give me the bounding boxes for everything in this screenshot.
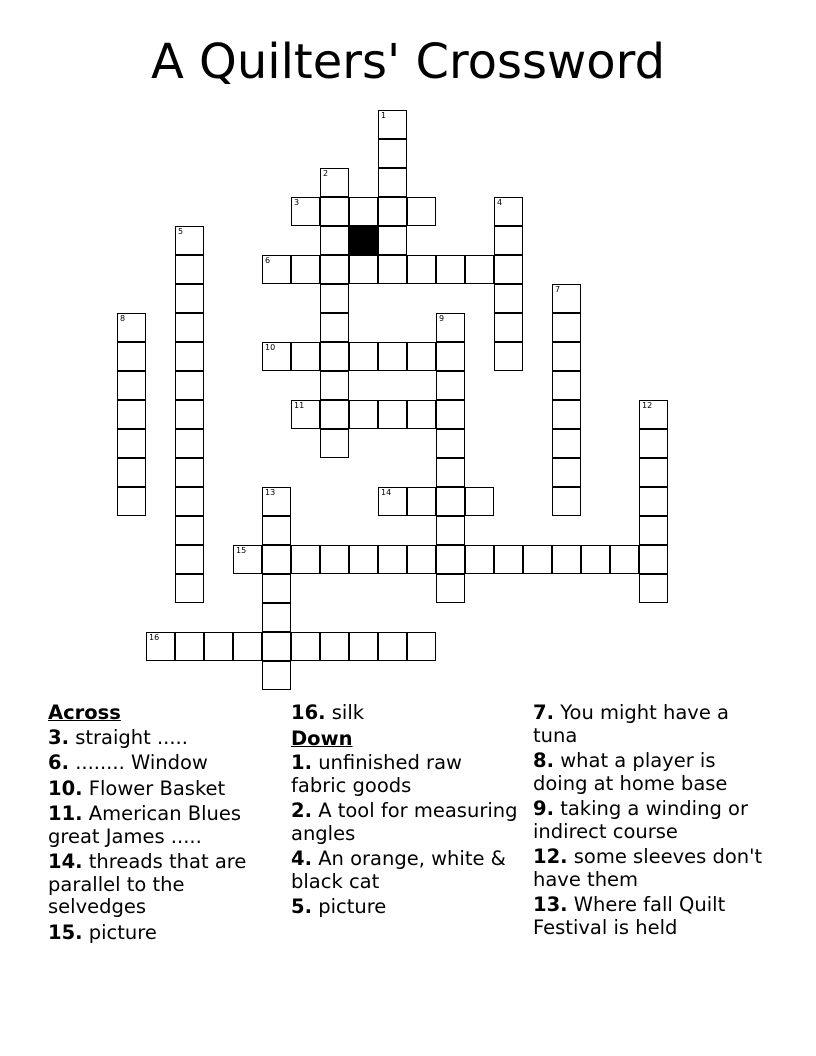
grid-cell[interactable]: [233, 632, 262, 661]
clue-number: 10.: [48, 776, 83, 800]
grid-cell[interactable]: [233, 545, 262, 574]
grid-cell[interactable]: [320, 284, 349, 313]
grid-cell[interactable]: [349, 255, 378, 284]
grid-cell[interactable]: [349, 342, 378, 371]
grid-cell[interactable]: [175, 284, 204, 313]
grid-cell[interactable]: [175, 516, 204, 545]
grid-block: [349, 226, 378, 255]
clue-text: what a player is doing at home base: [533, 749, 728, 795]
grid-cell[interactable]: [378, 255, 407, 284]
grid-cell[interactable]: [117, 487, 146, 516]
cell-number: 12: [642, 401, 653, 410]
grid-cell[interactable]: [117, 313, 146, 342]
grid-cell[interactable]: [494, 545, 523, 574]
grid-cell[interactable]: [523, 545, 552, 574]
clue-number: 8.: [533, 749, 554, 772]
grid-cell[interactable]: [552, 313, 581, 342]
grid-cell[interactable]: [175, 255, 204, 284]
grid-cell[interactable]: [291, 545, 320, 574]
page-title: A Quilters' Crossword: [150, 34, 666, 90]
clue-number: 5.: [291, 895, 312, 918]
grid-cell[interactable]: [291, 342, 320, 371]
clue-number: 3.: [48, 725, 69, 749]
grid-cell[interactable]: [262, 632, 291, 661]
clue-text: taking a winding or indirect course: [533, 797, 748, 843]
grid-cell[interactable]: [262, 603, 291, 632]
clue-text: silk: [331, 701, 365, 724]
grid-cell[interactable]: [378, 110, 407, 139]
grid-cell[interactable]: [349, 545, 378, 574]
clue-across-6: [48, 752, 280, 775]
grid-cell[interactable]: [639, 516, 668, 545]
grid-cell[interactable]: [175, 400, 204, 429]
grid-cell[interactable]: [436, 371, 465, 400]
grid-cell[interactable]: [610, 545, 639, 574]
grid-cell[interactable]: [262, 545, 291, 574]
grid-cell[interactable]: [175, 429, 204, 458]
grid-cell[interactable]: [175, 574, 204, 603]
grid-cell[interactable]: [436, 545, 465, 574]
clue-text: ........ Window: [75, 751, 208, 774]
grid-cell[interactable]: [552, 487, 581, 516]
clue-across-16: [291, 702, 523, 725]
grid-cell[interactable]: [175, 342, 204, 371]
grid-cell[interactable]: [436, 313, 465, 342]
grid-cell[interactable]: [320, 313, 349, 342]
cell-number: 13: [265, 488, 276, 497]
clue-text: A tool for measuring angles: [291, 799, 518, 845]
grid-cell[interactable]: [262, 574, 291, 603]
grid-cell[interactable]: [175, 313, 204, 342]
grid-cell[interactable]: [320, 371, 349, 400]
grid-cell[interactable]: [552, 371, 581, 400]
clue-number: 13.: [533, 893, 568, 916]
grid-cell[interactable]: [494, 342, 523, 371]
grid-cell[interactable]: [436, 400, 465, 429]
across-heading: Across: [48, 701, 121, 724]
clue-number: 6.: [48, 751, 69, 774]
grid-cell[interactable]: [465, 255, 494, 284]
grid-cell[interactable]: [175, 226, 204, 255]
cell-number: 3: [294, 198, 300, 207]
grid-cell[interactable]: [378, 400, 407, 429]
clue-number: 11.: [48, 802, 83, 825]
grid-cell[interactable]: [320, 429, 349, 458]
clue-across-11: [48, 803, 280, 848]
clue-down-8: [533, 750, 765, 795]
clue-down-9: [533, 798, 765, 843]
grid-cell[interactable]: [407, 632, 436, 661]
grid-cell[interactable]: [378, 197, 407, 226]
clue-down-2: [291, 800, 523, 845]
grid-cell[interactable]: [378, 545, 407, 574]
cell-number: 6: [265, 256, 271, 265]
grid-cell[interactable]: [494, 197, 523, 226]
grid-cell[interactable]: [378, 226, 407, 255]
clue-text: American Blues great James .....: [48, 802, 242, 848]
cell-number: 14: [381, 488, 392, 497]
clue-number: 9.: [533, 797, 554, 820]
cell-number: 7: [555, 285, 561, 294]
grid-cell[interactable]: [175, 487, 204, 516]
grid-cell[interactable]: [117, 458, 146, 487]
grid-cell[interactable]: [320, 342, 349, 371]
clue-text: An orange, white & black cat: [291, 847, 506, 893]
clue-number: 4.: [291, 847, 312, 870]
clue-number: 1.: [291, 751, 312, 774]
grid-cell[interactable]: [378, 487, 407, 516]
grid-cell[interactable]: [320, 400, 349, 429]
grid-cell[interactable]: [117, 429, 146, 458]
grid-cell[interactable]: [436, 255, 465, 284]
grid-cell[interactable]: [262, 516, 291, 545]
grid-cell[interactable]: [552, 342, 581, 371]
grid-cell[interactable]: [175, 632, 204, 661]
grid-cell[interactable]: [320, 255, 349, 284]
grid-cell[interactable]: [291, 197, 320, 226]
grid-cell[interactable]: [436, 429, 465, 458]
grid-cell[interactable]: [407, 487, 436, 516]
grid-cell[interactable]: [494, 226, 523, 255]
grid-cell[interactable]: [639, 545, 668, 574]
grid-cell[interactable]: [494, 313, 523, 342]
grid-cell[interactable]: [378, 342, 407, 371]
clue-number: 12.: [533, 845, 568, 868]
grid-cell[interactable]: [407, 342, 436, 371]
grid-cell[interactable]: [552, 400, 581, 429]
grid-cell[interactable]: [117, 371, 146, 400]
grid-cell[interactable]: [639, 400, 668, 429]
grid-cell[interactable]: [175, 371, 204, 400]
clue-down-13: [533, 894, 765, 939]
clue-down-4: [291, 848, 523, 893]
grid-cell[interactable]: [378, 632, 407, 661]
grid-cell[interactable]: [639, 458, 668, 487]
grid-cell[interactable]: [349, 400, 378, 429]
grid-cell[interactable]: [494, 255, 523, 284]
grid-cell[interactable]: [407, 545, 436, 574]
down-heading: Down: [291, 726, 353, 750]
grid-cell[interactable]: [175, 458, 204, 487]
grid-cell[interactable]: [291, 400, 320, 429]
cell-number: 8: [120, 314, 126, 323]
grid-cell[interactable]: [639, 429, 668, 458]
cell-number: 15: [236, 546, 247, 555]
grid-cell[interactable]: [320, 545, 349, 574]
clue-down-7: [533, 702, 765, 747]
grid-cell[interactable]: [436, 487, 465, 516]
clue-number: 14.: [48, 850, 83, 873]
clue-column-1: [48, 702, 280, 947]
clue-column-3: [533, 702, 765, 942]
cell-number: 4: [497, 198, 503, 207]
cell-number: 2: [323, 169, 329, 178]
grid-cell[interactable]: [639, 487, 668, 516]
cell-number: 10: [265, 343, 276, 352]
grid-cell[interactable]: [117, 400, 146, 429]
grid-cell[interactable]: [262, 342, 291, 371]
grid-cell[interactable]: [175, 545, 204, 574]
clue-across-3: [48, 727, 280, 750]
clue-text: unfinished raw fabric goods: [291, 751, 462, 797]
clue-number: 15.: [48, 920, 83, 944]
clue-across-10: [48, 778, 280, 801]
grid-cell[interactable]: [436, 516, 465, 545]
clue-number: 16.: [291, 701, 326, 724]
grid-cell[interactable]: [320, 632, 349, 661]
grid-cell[interactable]: [436, 574, 465, 603]
grid-cell[interactable]: [262, 487, 291, 516]
cell-number: 11: [294, 401, 305, 410]
grid-cell[interactable]: [407, 197, 436, 226]
clue-down-1: [291, 752, 523, 797]
grid-cell[interactable]: [552, 458, 581, 487]
cell-number: 5: [178, 227, 184, 236]
clue-text: threads that are parallel to the selvedges: [48, 850, 247, 918]
grid-cell[interactable]: [436, 342, 465, 371]
grid-cell[interactable]: [494, 284, 523, 313]
grid-cell[interactable]: [291, 632, 320, 661]
clue-down-12: [533, 846, 765, 891]
clue-text: You might have a tuna: [533, 701, 729, 747]
grid-cell[interactable]: [581, 545, 610, 574]
clue-across-15: [48, 922, 280, 945]
grid-cell[interactable]: [552, 545, 581, 574]
grid-cell[interactable]: [320, 226, 349, 255]
grid-cell[interactable]: [378, 168, 407, 197]
grid-cell[interactable]: [291, 255, 320, 284]
clue-across-14: [48, 851, 280, 919]
grid-cell[interactable]: [465, 487, 494, 516]
clue-text: picture: [88, 920, 157, 944]
grid-cell[interactable]: [320, 197, 349, 226]
grid-cell[interactable]: [349, 197, 378, 226]
grid-cell[interactable]: [146, 632, 175, 661]
grid-cell[interactable]: [465, 545, 494, 574]
clue-number: 2.: [291, 799, 312, 822]
grid-cell[interactable]: [407, 400, 436, 429]
clue-down-5: [291, 896, 523, 919]
cell-number: 9: [439, 314, 445, 323]
clue-number: 7.: [533, 701, 554, 724]
clue-text: Flower Basket: [88, 776, 226, 800]
grid-cell[interactable]: [407, 255, 436, 284]
grid-cell[interactable]: [349, 632, 378, 661]
grid-cell[interactable]: [378, 139, 407, 168]
grid-cell[interactable]: [117, 342, 146, 371]
grid-cell[interactable]: [436, 458, 465, 487]
grid-cell[interactable]: [639, 574, 668, 603]
clue-text: straight .....: [75, 725, 188, 749]
grid-cell[interactable]: [320, 168, 349, 197]
grid-cell[interactable]: [262, 255, 291, 284]
grid-cell[interactable]: [552, 429, 581, 458]
grid-cell[interactable]: [552, 284, 581, 313]
clue-column-2: [291, 702, 523, 922]
grid-cell[interactable]: [262, 661, 291, 690]
cell-number: 1: [381, 111, 387, 120]
clue-text: picture: [318, 895, 387, 918]
cell-number: 16: [149, 633, 160, 642]
grid-cell[interactable]: [204, 632, 233, 661]
clue-text: some sleeves don't have them: [533, 845, 763, 891]
clue-text: Where fall Quilt Festival is held: [533, 893, 726, 939]
